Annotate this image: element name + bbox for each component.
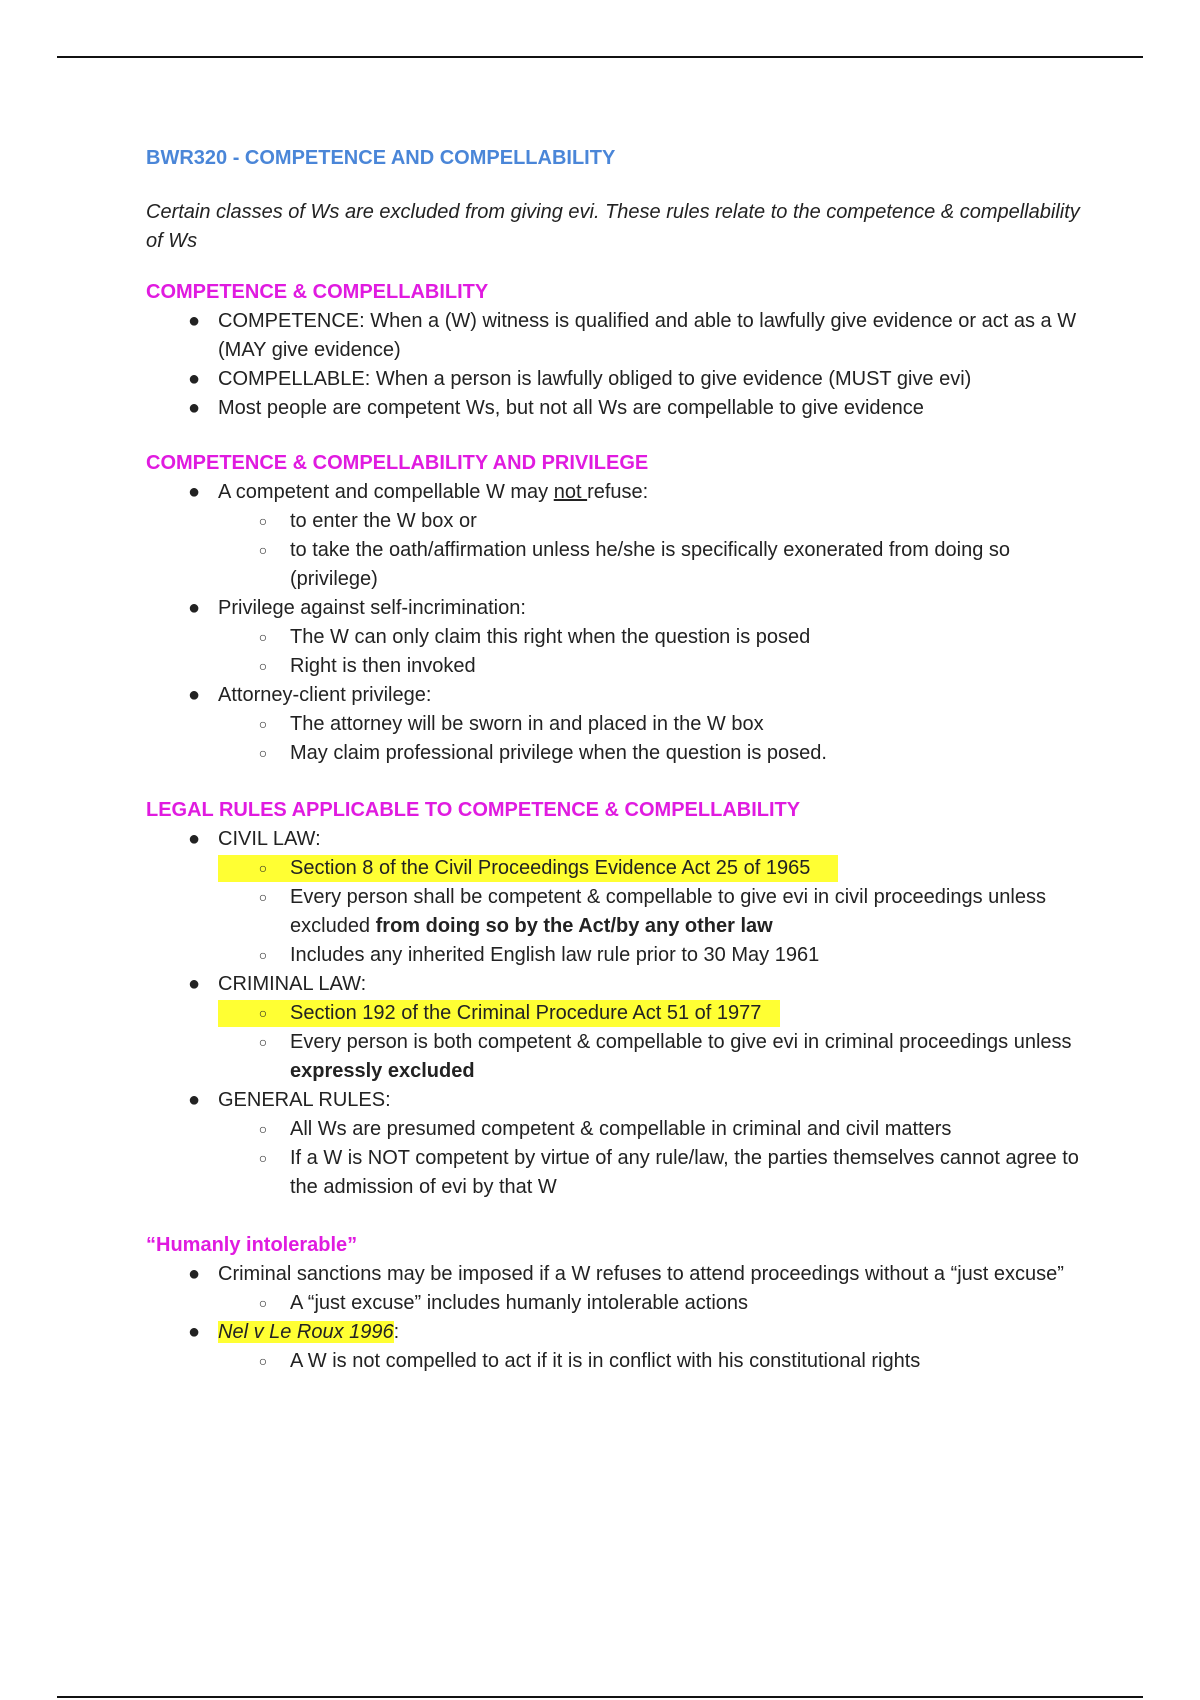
sub-list-item: ○ to take the oath/affirmation unless he/she is specifically exonerated from doing so (privilege): [218, 536, 1096, 594]
bullet-list-humanly-intolerable: [146, 1260, 1096, 1376]
sub-list-item: ○ to enter the W box or: [218, 507, 1096, 536]
bullet-icon: ●: [187, 481, 201, 503]
sub-bullet-icon: ○: [258, 542, 268, 558]
underlined-text: not: [553, 481, 588, 503]
sub-bullet-icon: ○: [258, 1150, 268, 1166]
sub-bullet-icon: ○: [258, 1353, 268, 1369]
bullet-icon: ●: [187, 397, 201, 419]
sub-list: [218, 623, 1096, 681]
bottom-horizontal-rule: [57, 1696, 1143, 1698]
sub-list-item: ○ Right is then invoked: [218, 652, 1096, 681]
sub-list-item: ○ A “just excuse” includes humanly intolerable actions: [218, 1289, 1096, 1318]
sub-list: [218, 1289, 1096, 1318]
sub-bullet-icon: ○: [258, 745, 268, 761]
section-heading-humanly-intolerable: “Humanly intolerable”: [146, 1234, 358, 1256]
bullet-icon: ●: [187, 684, 201, 706]
highlighted-sub-list-item: ○ Section 8 of the Civil Proceedings Evidence Act 25 of 1965: [218, 854, 1096, 883]
intro-paragraph: Certain classes of Ws are excluded from giving evi. These rules relate to the competence & compellability of Ws: [146, 201, 1080, 252]
bullet-icon: ●: [187, 828, 201, 850]
sub-bullet-icon: ○: [258, 1295, 268, 1311]
document-body: [146, 144, 1096, 1376]
document-title: BWR320 - COMPETENCE AND COMPELLABILITY: [146, 147, 616, 169]
bullet-icon: ●: [187, 1321, 201, 1343]
list-item: ● COMPELLABLE: When a person is lawfully obliged to give evidence (MUST give evi): [146, 365, 1096, 394]
sub-list-item: ○ All Ws are presumed competent & compellable in criminal and civil matters: [218, 1115, 1096, 1144]
list-item: ● Most people are competent Ws, but not all Ws are compellable to give evidence: [146, 394, 1096, 423]
sub-bullet-icon: ○: [258, 1121, 268, 1137]
top-horizontal-rule: [57, 56, 1143, 58]
bullet-icon: ●: [187, 973, 201, 995]
list-item: ● A competent and compellable W may not refuse: ○ to enter the W box or ○ to take the oath/affirmation unless he/she is specifically exonerated from doing so (privilege): [146, 478, 1096, 594]
sub-bullet-icon: ○: [258, 658, 268, 674]
sub-bullet-icon: ○: [258, 1005, 268, 1021]
list-item: ● Nel v Le Roux 1996: ○ A W is not compelled to act if it is in conflict with his constitutional rights: [146, 1318, 1096, 1376]
sub-bullet-icon: ○: [258, 889, 268, 905]
sub-list-item: ○ Includes any inherited English law rule prior to 30 May 1961: [218, 941, 1096, 970]
sub-list-item: ○ Every person shall be competent & compellable to give evi in civil proceedings unless excluded from doing so by the Act/by any other law: [218, 883, 1096, 941]
sub-list: [218, 1347, 1096, 1376]
section-heading-competence: COMPETENCE & COMPELLABILITY: [146, 281, 489, 303]
sub-list-item: ○ If a W is NOT competent by virtue of any rule/law, the parties themselves cannot agree to the admission of evi by that W: [218, 1144, 1096, 1202]
sub-list-item: ○ The attorney will be sworn in and placed in the W box: [218, 710, 1096, 739]
bullet-icon: ●: [187, 1089, 201, 1111]
sub-list: [218, 854, 1096, 970]
sub-list: [218, 710, 1096, 768]
bullet-icon: ●: [187, 597, 201, 619]
list-item: ● Attorney-client privilege: ○ The attorney will be sworn in and placed in the W box ○ May claim professional privilege when the question is posed.: [146, 681, 1096, 768]
list-item: ● Criminal sanctions may be imposed if a W refuses to attend proceedings without a “just excuse” ○ A “just excuse” includes humanly intolerable actions: [146, 1260, 1096, 1318]
sub-bullet-icon: ○: [258, 860, 268, 876]
list-item: ● GENERAL RULES: ○ All Ws are presumed competent & compellable in criminal and civil matters ○ If a W is NOT competent by virtue of any rule/law, the parties themselves cannot agree to the admission of evi by that W: [146, 1086, 1096, 1202]
sub-list: [218, 999, 1096, 1086]
bullet-icon: ●: [187, 368, 201, 390]
list-item: ● Privilege against self-incrimination: ○ The W can only claim this right when the question is posed ○ Right is then invoked: [146, 594, 1096, 681]
sub-list-item: ○ The W can only claim this right when the question is posed: [218, 623, 1096, 652]
case-citation: Nel v Le Roux 1996: [218, 1321, 394, 1343]
bullet-list-competence: [146, 307, 1096, 423]
sub-bullet-icon: ○: [258, 716, 268, 732]
list-item: ● CIVIL LAW: ○ Section 8 of the Civil Proceedings Evidence Act 25 of 1965 ○ Every person shall be competent & compellable to give evi in civil proceedings unless excluded from doing so by the Act/by any other law ○ Includes any inherited English law rule prior to 30 May 1961: [146, 825, 1096, 970]
sub-bullet-icon: ○: [258, 629, 268, 645]
section-heading-legal-rules: LEGAL RULES APPLICABLE TO COMPETENCE & COMPELLABILITY: [146, 799, 801, 821]
sub-bullet-icon: ○: [258, 513, 268, 529]
list-item: ● CRIMINAL LAW: ○ Section 192 of the Criminal Procedure Act 51 of 1977 ○ Every person is both competent & compellable to give evi in criminal proceedings unless expressly excluded: [146, 970, 1096, 1086]
sub-bullet-icon: ○: [258, 947, 268, 963]
highlighted-sub-list-item: ○ Section 192 of the Criminal Procedure Act 51 of 1977: [218, 999, 1096, 1028]
bullet-list-privilege: [146, 478, 1096, 768]
sub-list-item: ○ May claim professional privilege when the question is posed.: [218, 739, 1096, 768]
bullet-list-legal-rules: [146, 825, 1096, 1202]
sub-list: [218, 507, 1096, 594]
section-heading-privilege: COMPETENCE & COMPELLABILITY AND PRIVILEGE: [146, 452, 649, 474]
list-item: ● COMPETENCE: When a (W) witness is qualified and able to lawfully give evidence or act as a W (MAY give evidence): [146, 307, 1096, 365]
bullet-icon: ●: [187, 310, 201, 332]
sub-list: [218, 1115, 1096, 1202]
bullet-icon: ●: [187, 1263, 201, 1285]
sub-bullet-icon: ○: [258, 1034, 268, 1050]
sub-list-item: ○ A W is not compelled to act if it is in conflict with his constitutional rights: [218, 1347, 1096, 1376]
sub-list-item: ○ Every person is both competent & compellable to give evi in criminal proceedings unless expressly excluded: [218, 1028, 1096, 1086]
